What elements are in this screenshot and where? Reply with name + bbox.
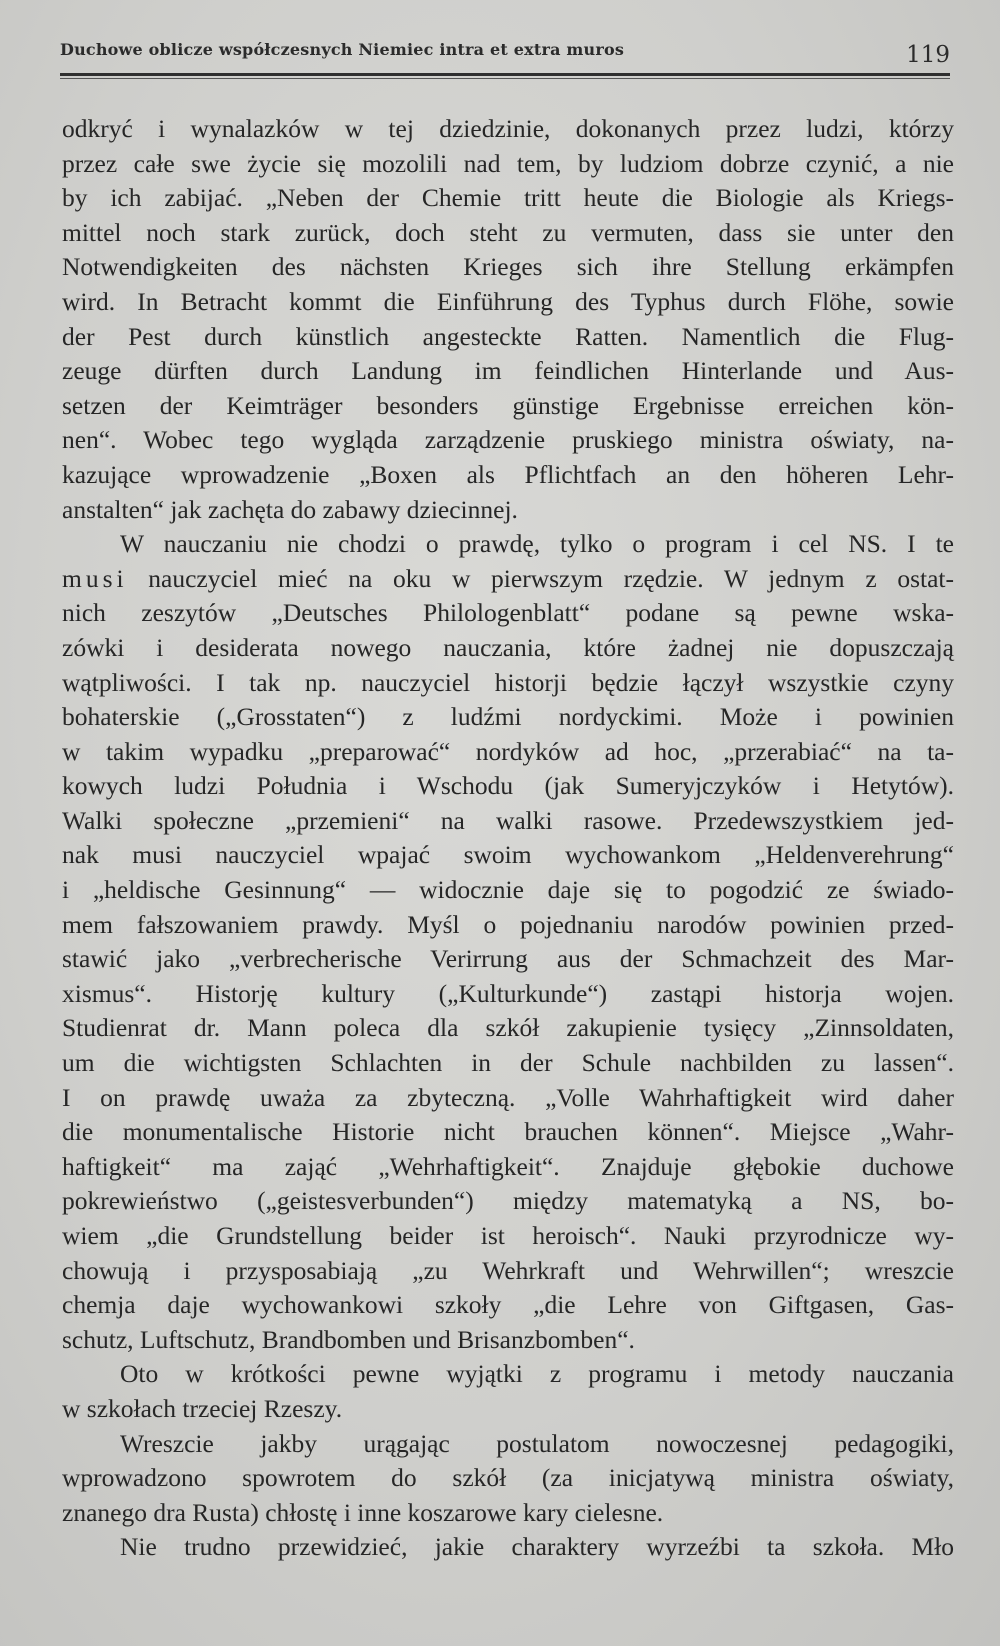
text-line: anstalten“ jak zachęta do zabawy dziecinnej. — [62, 494, 518, 524]
text-line-rest: nauczyciel mieć na oku w pierwszym rzędzie. W jednym z ostat- — [127, 563, 954, 593]
text-line: nak musi nauczyciel wpajać swoim wychowankom „Heldenverehrung“ — [62, 840, 954, 870]
running-head — [60, 38, 950, 82]
text-line: bohaterskie („Grosstaten“) z ludźmi nordyckimi. Może i powinien — [62, 702, 954, 732]
header-rule — [60, 73, 950, 76]
text-line: schutz, Luftschutz, Brandbomben und Brisanzbomben“. — [62, 1324, 635, 1354]
text-line: W nauczaniu nie chodzi o prawdę, tylko o program i cel NS. I te — [120, 529, 954, 559]
text-line: zówki i desiderata nowego nauczania, które żadnej nie dopuszczają — [62, 632, 954, 662]
text-line: Notwendigkeiten des nächsten Krieges sich ihre Stellung erkämpfen — [62, 252, 954, 282]
text-line: wprowadzono spowrotem do szkół (za inicjatywą ministra oświaty, — [62, 1463, 954, 1493]
paragraph-3 — [62, 1357, 954, 1426]
text-line: nen“. Wobec tego wygląda zarządzenie pruskiego ministra oświaty, na- — [62, 425, 954, 455]
body-text — [62, 112, 954, 1565]
text-line: odkryć i wynalazków w tej dziedzinie, dokonanych przez ludzi, którzy — [62, 114, 954, 143]
text-line: kazujące wprowadzenie „Boxen als Pflichtfach an den höheren Lehr- — [62, 459, 954, 489]
text-line: w takim wypadku „preparować“ nordyków ad hoc, „przerabiać“ na ta- — [62, 736, 954, 766]
text-line: setzen der Keimträger besonders günstige Ergebnisse erreichen kön- — [62, 390, 954, 420]
emphasis-spaced: musi — [62, 563, 128, 593]
text-line: um die wichtigsten Schlachten in der Schule nachbilden zu lassen“. — [62, 1048, 954, 1078]
page-number: 119 — [906, 42, 950, 68]
text-line: mem fałszowaniem prawdy. Myśl o pojednaniu narodów powinien przed- — [62, 909, 954, 939]
paragraph-5 — [62, 1530, 954, 1565]
running-head-title: Duchowe oblicze współczesnych Niemiec intra et extra muros — [60, 40, 625, 59]
text-line: chowują i przysposabiają „zu Wehrkraft und Wehrwillen“; wreszcie — [62, 1255, 954, 1285]
text-line: chemja daje wychowankowi szkoły „die Lehre von Giftgasen, Gas- — [62, 1290, 954, 1320]
text-line: xismus“. Historję kultury („Kulturkunde“) zastąpi historja wojen. — [62, 978, 954, 1008]
text-line: die monumentalische Historie nicht brauchen können“. Miejsce „Wahr- — [62, 1117, 954, 1147]
text-line — [62, 562, 954, 597]
text-line: znanego dra Rusta) chłostę i inne koszarowe kary cielesne. — [62, 1497, 664, 1527]
text-line: w szkołach trzeciej Rzeszy. — [62, 1393, 343, 1423]
header-rule-thin — [60, 78, 950, 79]
text-line: haftigkeit“ ma zająć „Wehrhaftigkeit“. Znajduje głębokie duchowe — [62, 1151, 954, 1181]
text-line: Wreszcie jakby urągając postulatom nowoczesnej pedagogiki, — [120, 1428, 954, 1458]
text-line: wątpliwości. I tak np. nauczyciel historji będzie łączył wszystkie czyny — [62, 667, 954, 697]
text-line: wird. In Betracht kommt die Einführung des Typhus durch Flöhe, sowie — [62, 286, 954, 316]
text-line: der Pest durch künstlich angesteckte Ratten. Namentlich die Flug- — [62, 321, 954, 351]
text-line: pokrewieństwo („geistesverbunden“) między matematyką a NS, bo- — [62, 1186, 954, 1216]
paragraph-1 — [62, 112, 954, 527]
text-line: wiem „die Grundstellung beider ist heroisch“. Nauki przyrodnicze wy- — [62, 1221, 954, 1250]
text-line: mittel noch stark zurück, doch steht zu vermuten, dass sie unter den — [62, 217, 954, 247]
text-line: stawić jako „verbrecherische Verirrung aus der Schmachzeit des Mar- — [62, 944, 954, 974]
paragraph-4 — [62, 1427, 954, 1531]
text-line: kowych ludzi Południa i Wschodu (jak Sumeryjczyków i Hetytów). — [62, 771, 954, 801]
text-line: Nie trudno przewidzieć, jakie charaktery wyrzeźbi ta szkoła. Mło — [120, 1532, 954, 1562]
text-line: przez całe swe życie się mozolili nad tem, by ludziom dobrze czynić, a nie — [62, 148, 954, 178]
text-line: zeuge dürften durch Landung im feindlichen Hinterlande und Aus- — [62, 356, 954, 386]
text-line: Studienrat dr. Mann poleca dla szkół zakupienie tysięcy „Zinnsoldaten, — [62, 1013, 954, 1043]
text-line: Walki społeczne „przemieni“ na walki rasowe. Przedewszystkiem jed- — [62, 805, 954, 835]
text-line: Oto w krótkości pewne wyjątki z programu i metody nauczania — [120, 1359, 954, 1389]
text-line: by ich zabijać. „Neben der Chemie tritt heute die Biologie als Kriegs- — [62, 183, 954, 213]
text-line: i „heldische Gesinnung“ — widocznie daje się to pogodzić ze świado- — [62, 875, 954, 905]
text-line: I on prawdę uważa za zbyteczną. „Volle Wahrhaftigkeit wird daher — [62, 1082, 954, 1112]
text-line: nich zeszytów „Deutsches Philologenblatt“ podane są pewne wska- — [62, 598, 954, 628]
paragraph-2 — [62, 527, 954, 1357]
